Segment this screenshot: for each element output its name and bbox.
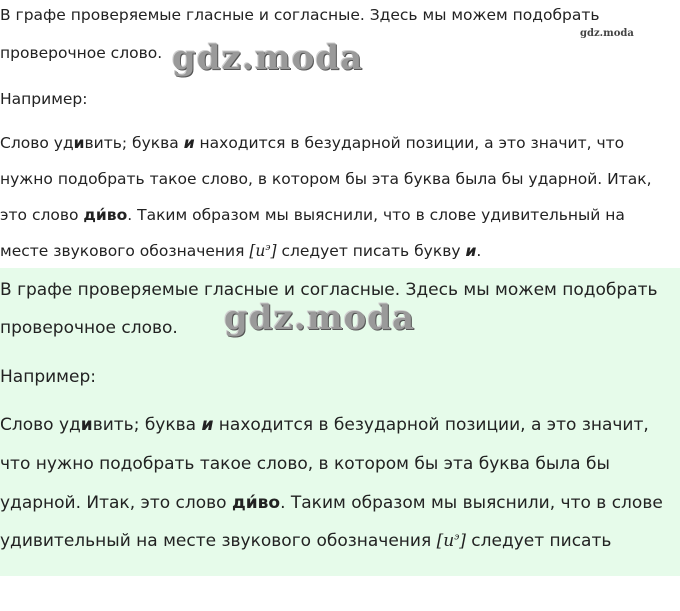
bold-letter: и (73, 134, 85, 152)
text-fragment: удивительный на месте звукового обозначения (0, 531, 437, 551)
text-fragment: Слово уд (0, 415, 81, 435)
text-line: проверочное слово. (0, 318, 178, 338)
phonetic-transcription: $[и^э]$ (436, 531, 466, 551)
watermark-small: gdz.moda (580, 28, 634, 39)
bold-word: ди́во (231, 493, 281, 513)
watermark-logo: gdz.moda (172, 38, 364, 78)
text-fragment: находится в безударной позиции, а это значит, (213, 415, 649, 435)
bold-italic-letter: и (201, 415, 214, 435)
phonetic-transcription: $[и^э]$ (249, 242, 277, 260)
text-fragment: . (476, 242, 482, 260)
text-fragment: следует писать букву (276, 242, 466, 260)
bold-letter: и (80, 415, 93, 435)
text-fragment: . Таким образом мы выяснили, что в слове удивительный на (127, 206, 625, 224)
text-line: Например: (0, 90, 88, 108)
text-fragment: находится в безударной позиции, а это значит, что (194, 134, 625, 152)
text-line (0, 134, 624, 152)
bold-word: ди́во (83, 206, 128, 224)
text-line (0, 415, 649, 435)
text-fragment: следует писать (465, 531, 612, 551)
text-line (0, 531, 611, 551)
bold-italic-letter: и (465, 242, 477, 260)
text-line (0, 206, 625, 224)
text-line: нужно подобрать такое слово, в котором бы эта буква была бы ударной. Итак, (0, 170, 652, 188)
text-fragment: Слово уд (0, 134, 74, 152)
text-line: что нужно подобрать такое слово, в котором бы эта буква была бы (0, 454, 610, 474)
watermark-logo: gdz.moda (224, 298, 416, 338)
text-fragment: . Таким образом мы выяснили, что в слове (280, 493, 663, 513)
answer-block-2 (0, 268, 680, 576)
text-fragment: вить; буква (84, 134, 184, 152)
text-line: Например: (0, 367, 96, 387)
answer-block-1 (0, 0, 680, 268)
text-line (0, 493, 663, 513)
text-line: В графе проверяемые гласные и согласные. Здесь мы можем подобрать (0, 6, 600, 24)
text-line (0, 242, 481, 260)
text-line: проверочное слово. (0, 44, 163, 62)
text-fragment: вить; буква (92, 415, 202, 435)
text-line: В графе проверяемые гласные и согласные. Здесь мы можем подобрать (0, 280, 658, 300)
text-fragment: ударной. Итак, это слово (0, 493, 232, 513)
bold-italic-letter: и (183, 134, 195, 152)
text-fragment: месте звукового обозначения (0, 242, 250, 260)
text-fragment: это слово (0, 206, 84, 224)
